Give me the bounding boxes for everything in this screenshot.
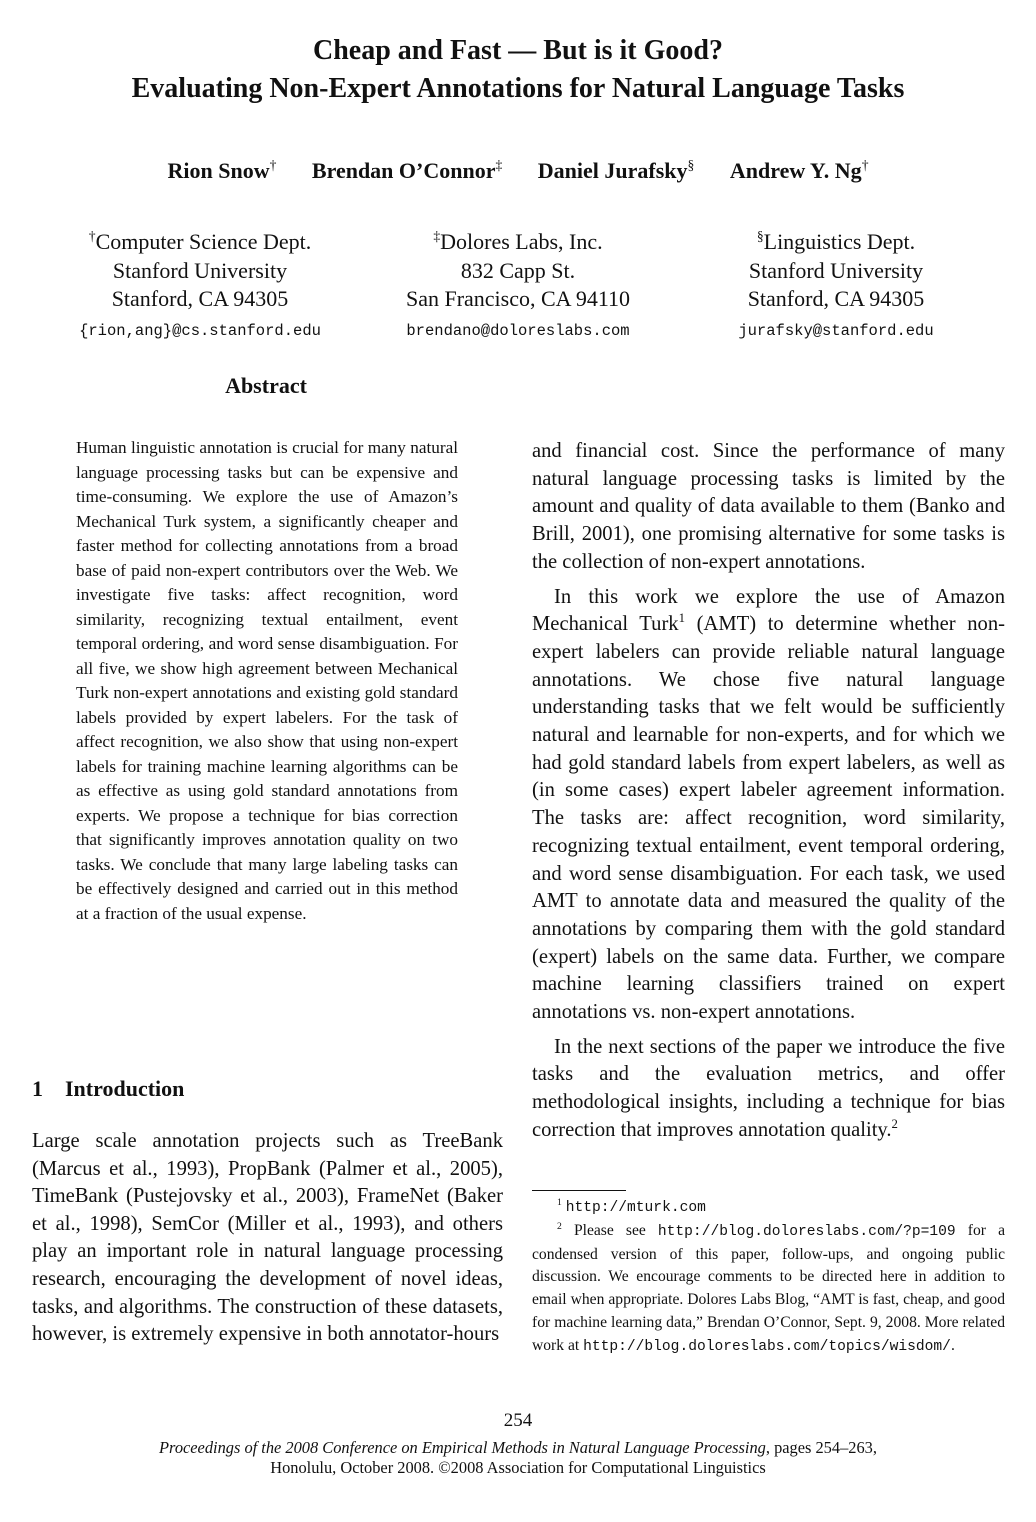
footnote-ref-2: 2 — [891, 1117, 898, 1132]
intro-paragraph-2: In this work we explore the use of Amazon Mechanical Turk$^1$ (AMT) to determine whether non-expert labelers can provide reliable natural language annotations. We chose five natural language understanding tasks that we felt would be sufficiently natural and learnable for non-experts, and for which we had gold standard labels from expert labelers, as well as (in some cases) expert labeler agreement information. The tasks are: affect recognition, word similarity, recognizing textual entailment, event temporal ordering, and word sense disambiguation. For each task, we used AMT to annotate data and measured the quality of the annotations by comparing them with the gold standard (expert) labels on the same data. Further, we compare machine learning classifiers trained on expert annotations vs. non-expert annotations. — [532, 585, 1005, 1024]
intro-right-column — [532, 438, 1005, 1145]
section-heading-introduction — [32, 1076, 184, 1102]
footnote-ref-1: 1 — [678, 611, 685, 626]
proceedings-footer: Proceedings of the 2008 Conference on Empirical Methods in Natural Language Processing, pages 254–263, Honolulu, October 2008. ©2008 Association for Computational Linguistics — [159, 1438, 877, 1477]
section-number: 1 — [32, 1076, 43, 1101]
affiliation-stanford-cs: †Computer Science Dept. Stanford University Stanford, CA 94305 {rion,ang}@cs.stanford.edu — [20, 228, 380, 342]
author-jurafsky: Daniel Jurafsky§ — [537, 157, 695, 183]
section-title: Introduction — [65, 1076, 185, 1101]
footnote-2-url[interactable]: http://blog.doloreslabs.com/?p=109 — [657, 1223, 956, 1240]
affiliation-dolores-labs: ‡Dolores Labs, Inc. 832 Capp St. San Francisco, CA 94110 brendano@doloreslabs.com — [338, 228, 698, 342]
paper-title-line-1: Cheap and Fast — But is it Good? — [313, 35, 723, 66]
intro-left-column: Large scale annotation projects such as TreeBank (Marcus et al., 1993), PropBank (Palmer et al., 2005), TimeBank (Pustejovsky et al., 2003), FrameNet (Baker et al., 1998), SemCor (Miller et al., 1993), and others play an important role in natural language processing research, encouraging the development of novel ideas, tasks, and algorithms. The construction of these datasets, however, is extremely expensive in both annotator-hours — [32, 1130, 503, 1346]
email-stanford-cs: {rion,ang}@cs.stanford.edu — [79, 321, 321, 340]
abstract-text: Human linguistic annotation is crucial for many natural language processing tasks but can be expensive and time-consuming. We explore the use of Amazon’s Mechanical Turk system, a significantly cheaper and faster method for collecting annotations from a broad base of paid non-expert contributors over the Web. We investigate five tasks: affect recognition, word similarity, recognizing textual entailment, event temporal ordering, and word sense disambiguation. For all five, we show high agreement between Mechanical Turk non-expert annotations and existing gold standard labels provided by expert labelers. For the task of affect recognition, we also show that using non-expert labels for training machine learning algorithms can be as effective as using gold standard annotations from experts. We propose a technique for bias correction that significantly improves annotation quality on two tasks. We conclude that many large labeling tasks can be effectively designed and carried out in this method at a fraction of the usual expense. — [76, 438, 458, 923]
footnote-2: $^2$ Please see http://blog.doloreslabs.com/?p=109 for a condensed version of this paper, follow-ups, and ongoing public discussion. We encourage comments to be directed here in addition to email when appropriate. Dolores Labs Blog, “AMT is fast, cheap, and good for machine learning data,” Brendan O’Connor, Sept. 9, 2008. More related work at http://blog.doloreslabs.com/topics/wisdom/. — [532, 1220, 1005, 1355]
abstract-heading: Abstract — [225, 373, 307, 398]
footnote-2-url-2[interactable]: http://blog.doloreslabs.com/topics/wisdom/ — [583, 1338, 951, 1355]
author-list — [0, 156, 1036, 186]
page-number: 254 — [503, 1410, 533, 1431]
author-snow: Rion Snow† — [167, 157, 277, 183]
footnote-1-url[interactable]: http://mturk.com — [565, 1200, 706, 1216]
affiliation-stanford-linguistics: §Linguistics Dept. Stanford University Stanford, CA 94305 jurafsky@stanford.edu — [656, 228, 1016, 342]
intro-paragraph-3: In the next sections of the paper we introduce the five tasks and the evaluation metrics, and offer methodological insights, including a technique for bias correction that improves annotation quality.$^2$ — [532, 1035, 1005, 1141]
footnote-1: $^1$ http://mturk.com — [557, 1196, 706, 1216]
author-oconnor: Brendan O’Connor‡ — [311, 157, 503, 183]
paper-title-line-2: Evaluating Non-Expert Annotations for Natural Language Tasks — [131, 73, 905, 104]
email-stanford-linguistics: jurafsky@stanford.edu — [738, 321, 934, 340]
author-ng: Andrew Y. Ng† — [729, 157, 869, 183]
intro-paragraph-1: and financial cost. Since the performance of many natural language processing tasks is limited by the amount and quality of data available to them (Banko and Brill, 2001), one promising alternative for some tasks is the collection of non-expert annotations. — [532, 440, 1005, 573]
footnote-divider — [532, 1190, 626, 1191]
footnotes — [532, 1196, 1005, 1359]
email-dolores-labs: brendano@doloreslabs.com — [406, 321, 630, 340]
